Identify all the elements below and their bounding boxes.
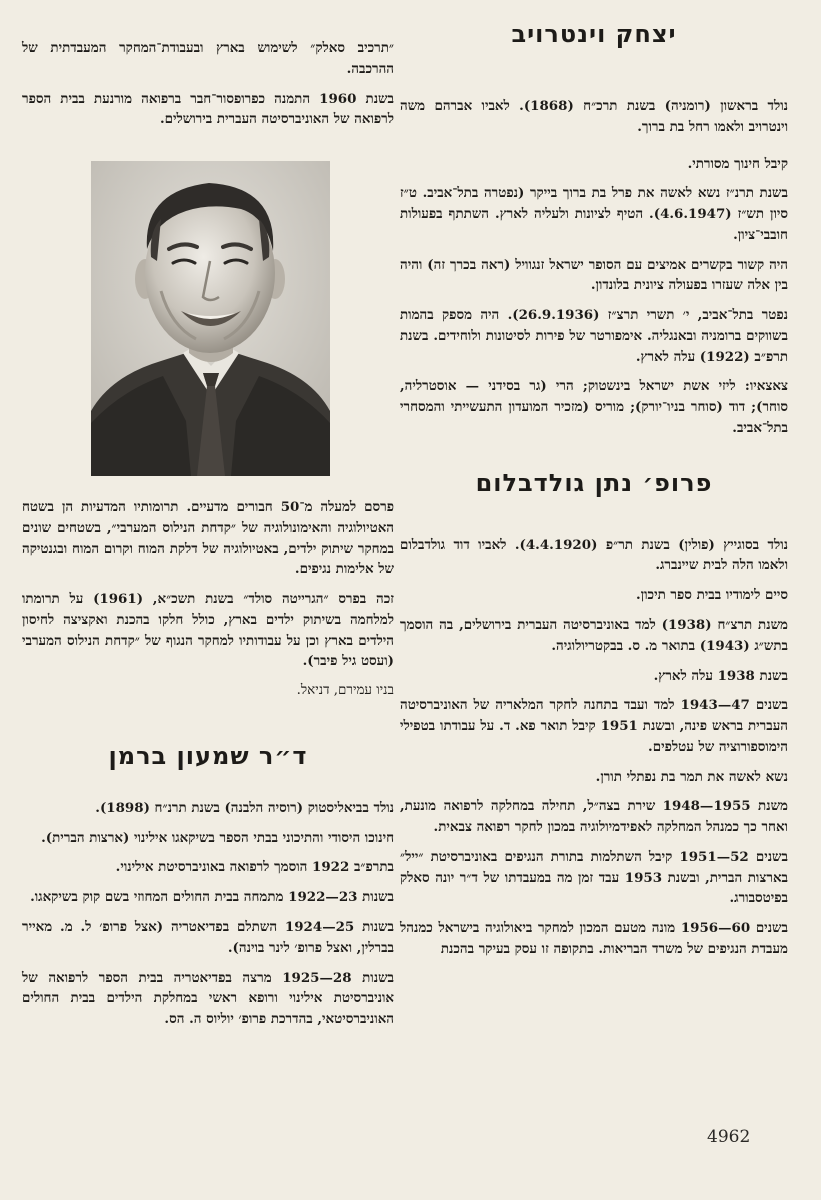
- right-column: [400, 20, 788, 969]
- bio-paragraph: חינוכו היסודי והתיכוני בבתי הספר בשיקאגו אילינוי (ארצות הברית).: [41, 829, 394, 846]
- bio-paragraph: זכה בפרס ״הגרייטה סולד״ בשנת תשכ״א, (1961) על תרומתו למלחמה בשיתוק ילדים בארץ, כולל חלקו בהכנת ואקציצה לחיסון הילדים בארץ וכן על עבודותיו למחקר הנגוף של ״קדחת הנילוס המערבי (ועסט גיל פיבר).: [22, 591, 394, 670]
- bio-paragraph: בניו עמירם, דניאל.: [296, 683, 394, 699]
- bio-paragraph: היה קשור בקשרים אמיצים עם הסופר ישראל זנגוויל (ראה בכרך זה) והיה בין אלה שעזרו בפעולה ציונית בלונדון.: [400, 256, 788, 294]
- bio-paragraph: נולד בראשון (רומניה) בשנת תרכ״ח (1868). לאביו אברהם משה וינטרויב ולאמו רחל בת ברוך.: [400, 98, 789, 135]
- bio-paragraph: בשנים 47—1943 למד ועבד בתחנה לחקר המלאריה של האוניברסיטה העברית בראש פינה, ובשנת 1951 קיבל תואר פא. ד. על עבודתו בטפילי הימוספורוציה של עטלפים.: [400, 697, 788, 755]
- entry-title-weintraub: יצחק וינטרויב: [511, 20, 677, 48]
- bio-paragraph: נולד בסוגייץ (פולין) בשנת תר״פ (4.4.1920). לאביו דוד גולדבלום ולאמו הלה לבית שיינברג.: [400, 536, 789, 574]
- bio-paragraph: בשנת 1938 עלה לארץ.: [653, 667, 788, 684]
- page-number: 4962: [707, 1127, 751, 1147]
- bio-paragraph: משנת תרצ״ח (1938) למד באוניברסיטה העברית בירושלים, בה הוסמך בתש״ג (1943) בתואר מ. ס. בבקטריולוגיה.: [400, 617, 788, 654]
- bio-paragraph: צאצאיו: ליזי אשת ישראל בינשטוק; הרי (גר בסידני — אוסטרליה, סוחר); דוד (סוחר בניו־יורק); מוריס (מזכיר המועדון התעשייתי והמסחרי בתל־אביב.: [400, 378, 788, 436]
- bio-paragraph: ״תרכיב סאלק״ לשימוש בארץ ובעבודת־המחקר המעבדתית של ההרכבה.: [22, 40, 394, 77]
- bio-paragraph: נולד בביאליסטוק (רוסיה הלבנה) בשנת תרנ״ח (1898).: [95, 799, 394, 816]
- bio-paragraph: בשנות 25—1924 השתלם בפדיאטריה (אצל פרופ׳ ל. מ. מאייר בברלין, ואצל פרופ׳ לינר בוינה).: [22, 919, 394, 956]
- bio-paragraph: נפטר בתל־אביב, י׳ תשרי תרצ״ז (26.9.1936). היה מספק בהמות בשווקים ברומניה ובאנגליה. אימפורטר של פירות לסיטונות ולוחידים. בשנת תרפ״ב (1922) עלה לארץ.: [400, 307, 788, 365]
- bio-paragraph: סיים לימודיו בבית ספר תיכון.: [636, 587, 788, 604]
- bio-paragraph: בשנת תרנ״ז נשא לאשה את פרל בת ברוך בייקר (נפטרה בתל־אביב. ט״ז סיון תש״ז (4.6.1947). הטיף לציונות ולעליה לארץ. השתתף בפעולות חובבי־ציון.: [400, 185, 788, 243]
- bio-paragraph: פרסם למעלה מ־50 חבורים מדעיים. תרומותיו המדעיות הן בשטח האטיולוגיה והאימונולוגיה של ״קדחת הנילוס המערבי״, בשטחים שונים במחקר שיתוק ילדים, באטיולוגיה של דלקת המוח וקרום המוח ובגנטיקה של אלימות נגיפים.: [22, 499, 395, 578]
- entry-title-berman: ד״ר שמעון ברמן: [108, 741, 308, 770]
- entry-title-goldblum: פרופ׳ נתן גולדבלום: [475, 468, 713, 497]
- portrait-illustration: [91, 161, 330, 476]
- portrait-photo: [91, 161, 330, 476]
- bio-paragraph: בשנת 1960 התמנה כפרופסור־חבר ברפואה מורנעת בבית הספר לרפואה של האוניברסיטה העברית בירושלים.: [22, 90, 394, 128]
- bio-paragraph: בשנות 23—1922 מתמחה בבית החולים המחוזי בשם קוק בשיקאגו.: [30, 889, 394, 906]
- bio-paragraph: בשנים 60—1956 מונה מטעם המכון למחקר ביאולוגיה בישראל כמנהל מעבדת הנגיפים של משרד הבריאות. בתקופה זו עסק בעיקר בהכנת: [400, 920, 788, 957]
- bio-paragraph: בתרפ״ב 1922 הוסמך לרפואה באוניברסיטת אילינוי.: [115, 859, 394, 876]
- bio-paragraph: בשנים 52—1951 קיבל השתלמות בתורת הנגיפים באוניברסיטת ״ייל״ בארצות הברית, ובשנת 1953 עבד זמן מה במעבדתו של ד״ר יונה סאלק בפיטסבורג.: [400, 848, 788, 907]
- bio-paragraph: משנת 1955—1948 שירת בצה״ל, תחילה במחלקה לרפואה מונעת, ואחר כך כמנהל המחלקה לאפידמיולוגיה במכון לחקר רפואה צבאית.: [400, 798, 788, 836]
- bio-paragraph: קיבל חינוך מסורתי.: [687, 155, 788, 172]
- bio-paragraph: נשא לאשה את תמר בת נפתלי תורן.: [595, 768, 788, 785]
- bio-paragraph: בשנות 28—1925 מרצה בפדיאטריה בבית הספר לרפואה של אוניברסיטת אילינוי ורופא ראשי במחלקת הילדים בבית החולים האוניברסיטאי, בהדרכת פרופ׳ יוליוס ה. הס.: [22, 969, 395, 1028]
